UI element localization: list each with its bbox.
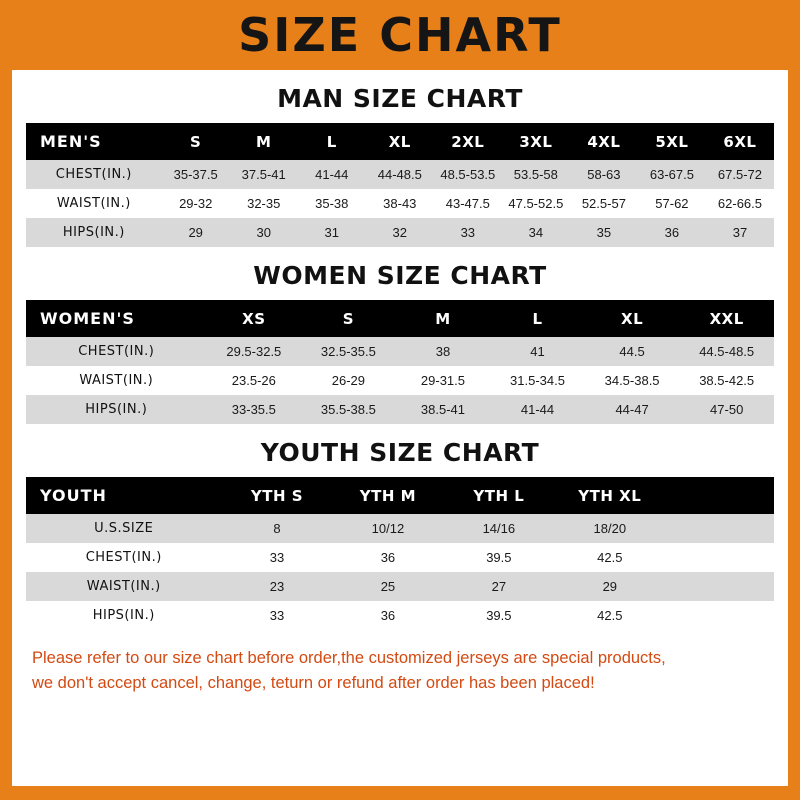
men-chest-5xl: 63-67.5 [638, 160, 706, 189]
youth-hips-s: 33 [222, 601, 333, 630]
table-header-row [26, 123, 774, 160]
youth-ussize-spacer [665, 514, 774, 543]
youth-ussize-l: 14/16 [443, 514, 554, 543]
youth-hips-spacer [665, 601, 774, 630]
women-section-title: WOMEN SIZE CHART [253, 261, 547, 290]
men-section [26, 84, 774, 247]
women-row-label-chest: CHEST(IN.) [26, 337, 207, 366]
women-hips-xs: 33-35.5 [207, 395, 302, 424]
women-hips-s: 35.5-38.5 [301, 395, 396, 424]
men-col-4xl: 4XL [570, 123, 638, 160]
youth-ussize-s: 8 [222, 514, 333, 543]
men-col-3xl: 3XL [502, 123, 570, 160]
women-waist-xxl: 38.5-42.5 [679, 366, 774, 395]
men-chest-3xl: 53.5-58 [502, 160, 570, 189]
men-chest-s: 35-37.5 [162, 160, 230, 189]
women-col-l: L [490, 300, 585, 337]
youth-row-label-hips: HIPS(IN.) [26, 601, 222, 630]
men-row-label-chest: CHEST(IN.) [26, 160, 162, 189]
men-chest-6xl: 67.5-72 [706, 160, 774, 189]
women-hips-xxl: 47-50 [679, 395, 774, 424]
page-banner [0, 0, 800, 70]
bottom-accent-bar [0, 786, 800, 800]
table-row [26, 601, 774, 630]
men-col-xl: XL [366, 123, 434, 160]
women-hips-l: 41-44 [490, 395, 585, 424]
men-waist-l: 35-38 [298, 189, 366, 218]
women-row-label-waist: WAIST(IN.) [26, 366, 207, 395]
table-row [26, 395, 774, 424]
men-hips-6xl: 37 [706, 218, 774, 247]
women-chest-xl: 44.5 [585, 337, 680, 366]
men-chest-xl: 44-48.5 [366, 160, 434, 189]
men-chest-4xl: 58-63 [570, 160, 638, 189]
youth-hips-xl: 42.5 [554, 601, 665, 630]
youth-ussize-xl: 18/20 [554, 514, 665, 543]
women-waist-xs: 23.5-26 [207, 366, 302, 395]
men-hips-s: 29 [162, 218, 230, 247]
youth-header-label: YOUTH [26, 477, 222, 514]
women-col-xxl: XXL [679, 300, 774, 337]
men-hips-xl: 32 [366, 218, 434, 247]
men-hips-3xl: 34 [502, 218, 570, 247]
youth-chest-m: 36 [332, 543, 443, 572]
men-waist-6xl: 62-66.5 [706, 189, 774, 218]
men-row-label-waist: WAIST(IN.) [26, 189, 162, 218]
youth-section [26, 438, 774, 630]
table-row [26, 160, 774, 189]
chart-content [12, 84, 788, 696]
youth-chest-spacer [665, 543, 774, 572]
women-section [26, 261, 774, 424]
men-waist-2xl: 43-47.5 [434, 189, 502, 218]
youth-col-spacer [665, 477, 774, 514]
men-hips-4xl: 35 [570, 218, 638, 247]
men-hips-m: 30 [230, 218, 298, 247]
women-col-xl: XL [585, 300, 680, 337]
youth-ussize-m: 10/12 [332, 514, 443, 543]
youth-chest-s: 33 [222, 543, 333, 572]
women-size-table [26, 300, 774, 424]
men-hips-l: 31 [298, 218, 366, 247]
youth-col-m: YTH M [332, 477, 443, 514]
youth-size-table [26, 477, 774, 630]
table-row [26, 366, 774, 395]
men-waist-xl: 38-43 [366, 189, 434, 218]
women-hips-xl: 44-47 [585, 395, 680, 424]
men-section-title: MAN SIZE CHART [277, 84, 523, 113]
women-col-m: M [396, 300, 491, 337]
youth-row-label-ussize: U.S.SIZE [26, 514, 222, 543]
table-row [26, 514, 774, 543]
women-waist-xl: 34.5-38.5 [585, 366, 680, 395]
table-header-row [26, 477, 774, 514]
youth-waist-s: 23 [222, 572, 333, 601]
women-waist-l: 31.5-34.5 [490, 366, 585, 395]
men-chest-2xl: 48.5-53.5 [434, 160, 502, 189]
youth-waist-m: 25 [332, 572, 443, 601]
youth-chest-l: 39.5 [443, 543, 554, 572]
footer-note-line1: Please refer to our size chart before order,the customized jerseys are special products, [32, 649, 666, 667]
women-hips-m: 38.5-41 [396, 395, 491, 424]
men-col-5xl: 5XL [638, 123, 706, 160]
men-hips-2xl: 33 [434, 218, 502, 247]
youth-row-label-waist: WAIST(IN.) [26, 572, 222, 601]
men-row-label-hips: HIPS(IN.) [26, 218, 162, 247]
men-header-label: MEN'S [26, 123, 162, 160]
men-col-6xl: 6XL [706, 123, 774, 160]
youth-chest-xl: 42.5 [554, 543, 665, 572]
table-row [26, 189, 774, 218]
table-row [26, 337, 774, 366]
men-col-2xl: 2XL [434, 123, 502, 160]
men-waist-3xl: 47.5-52.5 [502, 189, 570, 218]
youth-hips-l: 39.5 [443, 601, 554, 630]
table-header-row [26, 300, 774, 337]
youth-col-xl: YTH XL [554, 477, 665, 514]
women-header-label: WOMEN'S [26, 300, 207, 337]
men-chest-l: 41-44 [298, 160, 366, 189]
table-row [26, 543, 774, 572]
women-waist-m: 29-31.5 [396, 366, 491, 395]
youth-section-title: YOUTH SIZE CHART [260, 438, 540, 467]
youth-waist-xl: 29 [554, 572, 665, 601]
women-chest-m: 38 [396, 337, 491, 366]
men-chest-m: 37.5-41 [230, 160, 298, 189]
page-title: SIZE CHART [238, 8, 562, 62]
women-chest-l: 41 [490, 337, 585, 366]
men-col-s: S [162, 123, 230, 160]
men-waist-m: 32-35 [230, 189, 298, 218]
youth-waist-l: 27 [443, 572, 554, 601]
women-chest-xxl: 44.5-48.5 [679, 337, 774, 366]
youth-row-label-chest: CHEST(IN.) [26, 543, 222, 572]
youth-col-l: YTH L [443, 477, 554, 514]
youth-waist-spacer [665, 572, 774, 601]
women-row-label-hips: HIPS(IN.) [26, 395, 207, 424]
men-col-m: M [230, 123, 298, 160]
men-hips-5xl: 36 [638, 218, 706, 247]
women-col-s: S [301, 300, 396, 337]
table-row [26, 572, 774, 601]
table-row [26, 218, 774, 247]
women-waist-s: 26-29 [301, 366, 396, 395]
men-size-table [26, 123, 774, 247]
footer-note [26, 646, 774, 696]
women-chest-s: 32.5-35.5 [301, 337, 396, 366]
women-chest-xs: 29.5-32.5 [207, 337, 302, 366]
men-waist-s: 29-32 [162, 189, 230, 218]
men-waist-4xl: 52.5-57 [570, 189, 638, 218]
footer-note-line2: we don't accept cancel, change, teturn or refund after order has been placed! [32, 673, 595, 692]
women-col-xs: XS [207, 300, 302, 337]
men-col-l: L [298, 123, 366, 160]
men-waist-5xl: 57-62 [638, 189, 706, 218]
youth-col-s: YTH S [222, 477, 333, 514]
youth-hips-m: 36 [332, 601, 443, 630]
